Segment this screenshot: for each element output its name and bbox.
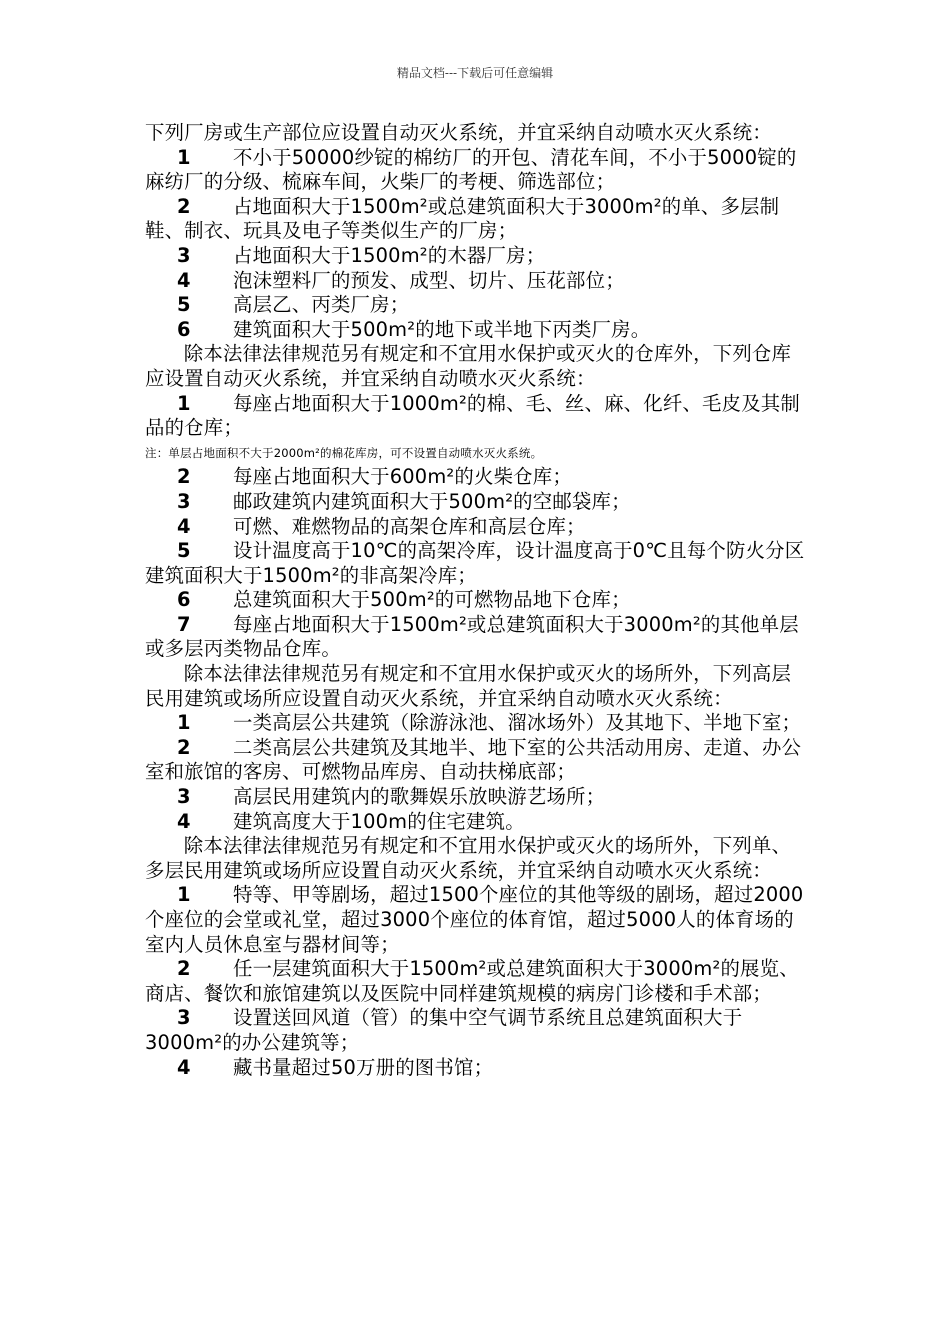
list-item [145, 244, 809, 269]
list-item [145, 539, 809, 588]
item-number: 1 [177, 391, 191, 415]
item-text: 泡沫塑料厂的预发、成型、切片、压花部位； [233, 268, 625, 292]
item-number: 5 [177, 293, 191, 317]
list-item [145, 293, 809, 318]
item-text: 任一层建筑面积大于1500m²或总建筑面积大于3000m²的展览、商店、餐饮和旅馆建筑以及医院中同样建筑规模的病房门诊楼和手术部； [145, 957, 799, 1005]
item-number: 6 [177, 588, 191, 612]
item-text: 不小于50000纱锭的棉纺厂的开包、清花车间，不小于5000锭的麻纺厂的分级、梳麻车间，火柴厂的考梗、筛选部位； [145, 145, 797, 194]
document-body [145, 121, 809, 1080]
list-item [145, 195, 809, 244]
page-header: 精品文档---下载后可任意编辑 [396, 66, 554, 80]
list-item [145, 736, 809, 785]
item-text: 每座占地面积大于600m²的火柴仓库； [233, 465, 572, 489]
item-text: 一类高层公共建筑（除游泳池、溜冰场外）及其地下、半地下室； [233, 711, 802, 735]
warehouse-list [145, 465, 809, 662]
item-text: 可燃、难燃物品的高架仓库和高层仓库； [233, 514, 586, 538]
item-number: 4 [177, 514, 191, 538]
item-number: 2 [177, 194, 191, 218]
item-number: 3 [177, 489, 191, 513]
list-item [145, 711, 809, 736]
item-number: 4 [177, 1055, 191, 1079]
list-item [145, 1006, 809, 1055]
item-number: 3 [177, 1006, 191, 1030]
item-number: 4 [177, 809, 191, 833]
item-number: 7 [177, 612, 191, 636]
list-item [145, 810, 809, 835]
list-item [145, 318, 809, 343]
list-item [145, 957, 809, 1006]
item-number: 2 [177, 735, 191, 759]
list-item [145, 465, 809, 490]
item-text: 每座占地面积大于1500m²或总建筑面积大于3000m²的其他单层或多层丙类物品仓库。 [145, 612, 799, 661]
item-text: 设置送回风道（管）的集中空气调节系统且总建筑面积大于3000m²的办公建筑等； [145, 1006, 743, 1054]
list-item [145, 883, 809, 957]
factory-intro: 下列厂房或生产部位应设置自动灭火系统，并宜采纳自动喷水灭火系统： [145, 121, 772, 144]
item-text: 占地面积大于1500m²的木器厂房； [233, 243, 546, 267]
list-item [145, 613, 809, 662]
item-text: 建筑面积大于500m²的地下或半地下丙类厂房。 [233, 317, 651, 341]
item-number: 4 [177, 268, 191, 292]
lowrise-intro: 除本法律法律规范另有规定和不宜用水保护或灭火的场所外，下列单、多层民用建筑或场所应设置自动灭火系统，并宜采纳自动喷水灭火系统： [145, 834, 792, 882]
item-text: 邮政建筑内建筑面积大于500m²的空邮袋库； [233, 489, 631, 513]
highrise-list [145, 711, 809, 834]
item-text: 特等、甲等剧场，超过1500个座位的其他等级的剧场，超过2000个座位的会堂或礼堂，超过3000个座位的体育馆，超过5000人的体育场的室内人员休息室与器材间等； [145, 883, 804, 956]
item-number: 3 [177, 785, 191, 809]
list-item [145, 490, 809, 515]
item-text: 建筑高度大于100m的住宅建筑。 [233, 809, 525, 833]
item-text: 每座占地面积大于1000m²的棉、毛、丝、麻、化纤、毛皮及其制品的仓库； [145, 391, 800, 440]
item-text: 总建筑面积大于500m²的可燃物品地下仓库； [233, 588, 631, 612]
item-number: 1 [177, 145, 191, 169]
note-text: 注：单层占地面积不大于2000m²的棉花库房，可不设置自动喷水灭火系统。 [145, 445, 543, 460]
item-number: 2 [177, 465, 191, 489]
item-number: 3 [177, 243, 191, 267]
list-item [145, 269, 809, 294]
item-text: 高层乙、丙类厂房； [233, 293, 410, 317]
factory-list [145, 146, 809, 343]
item-number: 2 [177, 957, 191, 981]
item-number: 5 [177, 539, 191, 563]
item-text: 二类高层公共建筑及其地半、地下室的公共活动用房、走道、办公室和旅馆的客房、可燃物品库房、自动扶梯底部； [145, 735, 802, 784]
item-text: 藏书量超过50万册的图书馆； [233, 1055, 494, 1079]
item-text: 设计温度高于10℃的高架冷库，设计温度高于0℃且每个防火分区建筑面积大于1500m²的非高架冷库； [145, 539, 805, 587]
warehouse-intro: 除本法律法律规范另有规定和不宜用水保护或灭火的仓库外，下列仓库应设置自动灭火系统，并宜采纳自动喷水灭火系统： [145, 342, 792, 390]
list-item [145, 785, 809, 810]
lowrise-list [145, 883, 809, 1080]
list-item [145, 146, 809, 195]
item-number: 6 [177, 317, 191, 341]
list-item [145, 392, 809, 441]
item-text: 占地面积大于1500m²或总建筑面积大于3000m²的单、多层制鞋、制衣、玩具及电子等类似生产的厂房； [145, 194, 780, 243]
list-item [145, 1056, 809, 1081]
item-number: 1 [177, 711, 191, 735]
list-item [145, 515, 809, 540]
list-item [145, 588, 809, 613]
highrise-intro: 除本法律法律规范另有规定和不宜用水保护或灭火的场所外，下列高层民用建筑或场所应设置自动灭火系统，并宜采纳自动喷水灭火系统： [145, 662, 792, 710]
item-text: 高层民用建筑内的歌舞娱乐放映游艺场所； [233, 785, 606, 809]
item-number: 1 [177, 883, 191, 907]
